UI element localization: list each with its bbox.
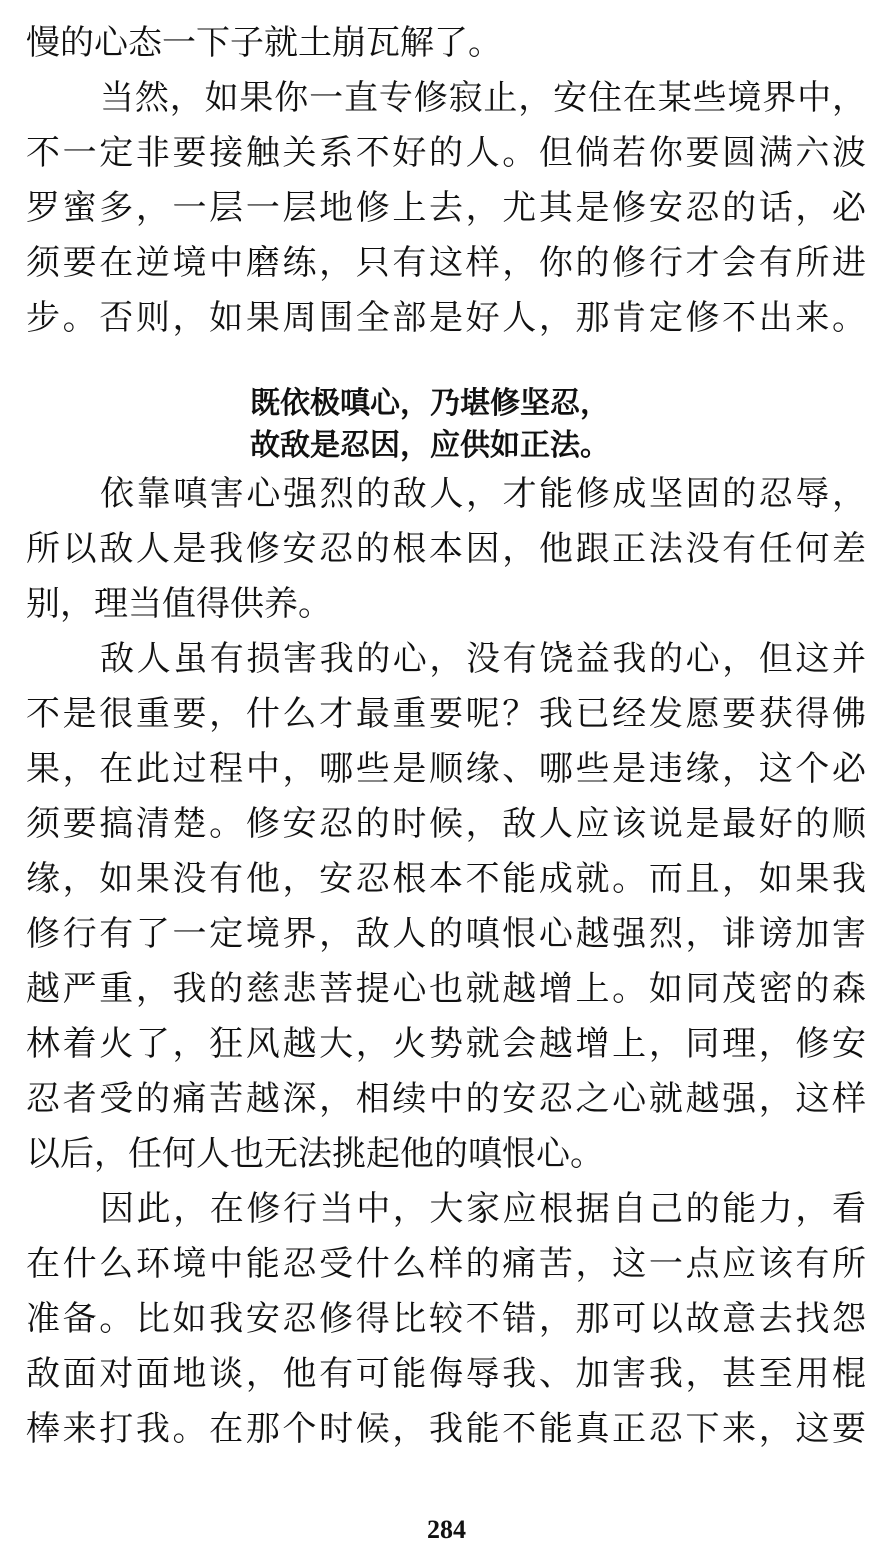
text-line: 当然，如果你一直专修寂止，安住在某些境界中， bbox=[100, 78, 866, 118]
text-line: 不一定非要接触关系不好的人。但倘若你要圆满六波 bbox=[26, 133, 866, 173]
text-line: 修行有了一定境界，敌人的嗔恨心越强烈，诽谤加害 bbox=[26, 914, 866, 954]
page-number: 284 bbox=[427, 1515, 466, 1544]
verse-line: 故敌是忍因，应供如正法。 bbox=[250, 428, 610, 463]
text-line: 罗蜜多，一层一层地修上去，尤其是修安忍的话，必 bbox=[26, 188, 866, 228]
text-line: 须要搞清楚。修安忍的时候，敌人应该说是最好的顺 bbox=[26, 804, 866, 844]
text-line: 以后，任何人也无法挑起他的嗔恨心。 bbox=[26, 1134, 604, 1174]
text-line: 忍者受的痛苦越深，相续中的安忍之心就越强，这样 bbox=[26, 1079, 866, 1119]
text-line: 敌人虽有损害我的心，没有饶益我的心，但这并 bbox=[100, 639, 866, 679]
text-line: 须要在逆境中磨练，只有这样，你的修行才会有所进 bbox=[26, 243, 866, 283]
text-line: 不是很重要，什么才最重要呢？我已经发愿要获得佛 bbox=[26, 694, 866, 734]
text-line: 所以敌人是我修安忍的根本因，他跟正法没有任何差 bbox=[26, 529, 866, 569]
text-line: 准备。比如我安忍修得比较不错，那可以故意去找怨 bbox=[26, 1299, 866, 1339]
text-line: 在什么环境中能忍受什么样的痛苦，这一点应该有所 bbox=[26, 1244, 866, 1284]
text-line: 步。否则，如果周围全部是好人，那肯定修不出来。 bbox=[26, 298, 866, 338]
text-line: 别，理当值得供养。 bbox=[26, 584, 332, 624]
text-line: 慢的心态一下子就土崩瓦解了。 bbox=[26, 23, 502, 63]
text-line: 果，在此过程中，哪些是顺缘、哪些是违缘，这个必 bbox=[26, 749, 866, 789]
verse-line: 既依极嗔心，乃堪修坚忍， bbox=[250, 386, 610, 421]
text-line: 依靠嗔害心强烈的敌人，才能修成坚固的忍辱， bbox=[100, 474, 866, 514]
text-line: 棒来打我。在那个时候，我能不能真正忍下来，这要 bbox=[26, 1409, 866, 1449]
text-line: 敌面对面地谈，他有可能侮辱我、加害我，甚至用棍 bbox=[26, 1354, 866, 1394]
text-line: 缘，如果没有他，安忍根本不能成就。而且，如果我 bbox=[26, 859, 866, 899]
text-line: 因此，在修行当中，大家应根据自己的能力，看 bbox=[100, 1189, 866, 1229]
text-line: 林着火了，狂风越大，火势就会越增上，同理，修安 bbox=[26, 1024, 866, 1064]
text-line: 越严重，我的慈悲菩提心也就越增上。如同茂密的森 bbox=[26, 969, 866, 1009]
